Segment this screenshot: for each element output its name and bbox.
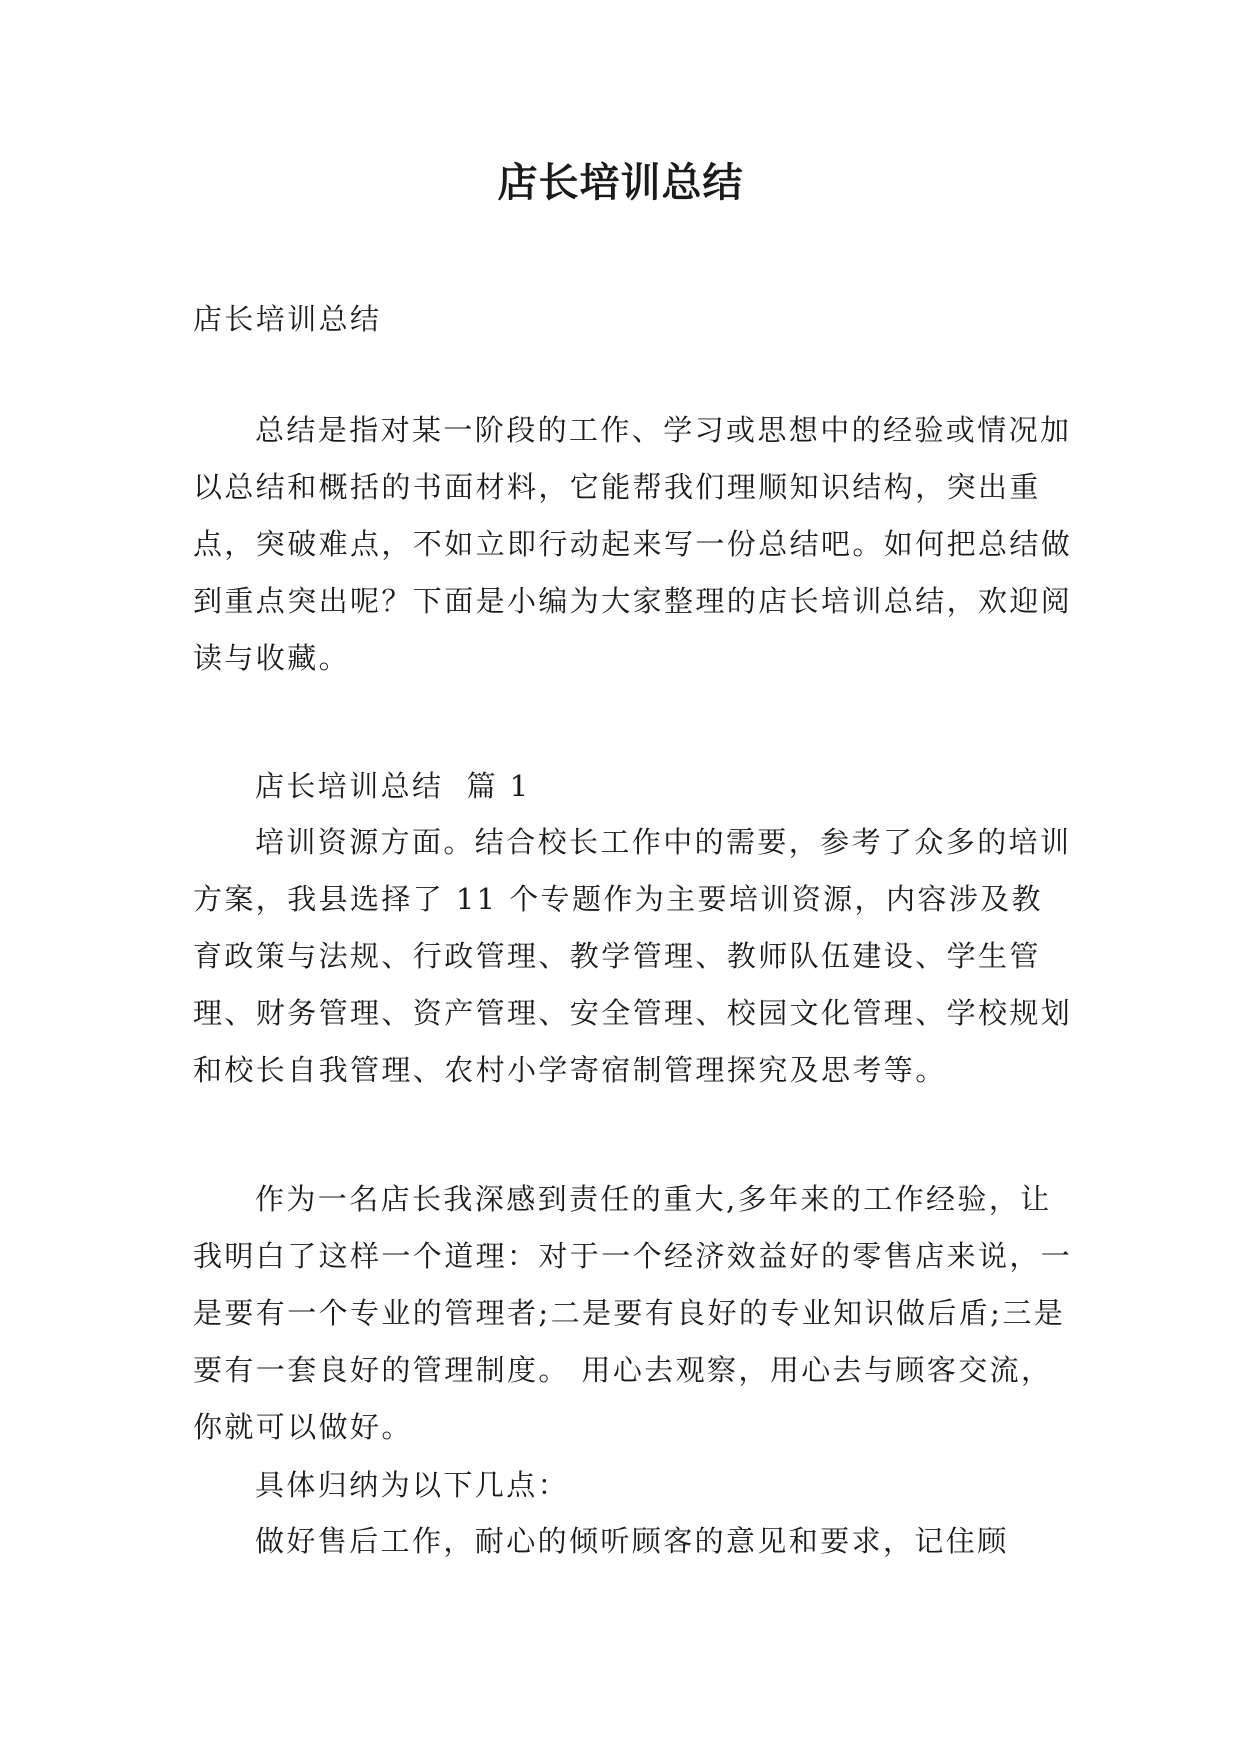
section-heading: 店长培训总结 篇 1: [255, 769, 531, 803]
body-paragraph: 具体归纳为以下几点：: [255, 1468, 570, 1502]
body-paragraph: 培训资源方面。结合校长工作中的需要，参考了众多的培训方案，我县选择了 11 个专题作为主要培训资源，内容涉及教育政策与法规、行政管理、教学管理、教师队伍建设、学生管理、财务管理、资产管理、安全管理、校园文化管理、学校规划和校长自我管理、农村小学寄宿制管理探究及思考等。: [193, 825, 1073, 1087]
body-paragraph: 作为一名店长我深感到责任的重大,多年来的工作经验，让我明白了这样一个道理：对于一个经济效益好的零售店来说，一是要有一个专业的管理者;二是要有良好的专业知识做后盾;三是要有一套良好的管理制度。 用心去观察，用心去与顾客交流，你就可以做好。: [193, 1182, 1073, 1444]
document-subtitle: 店长培训总结: [193, 302, 382, 336]
document-title: 店长培训总结: [497, 160, 744, 206]
intro-paragraph: 总结是指对某一阶段的工作、学习或思想中的经验或情况加以总结和概括的书面材料，它能帮我们理顺知识结构，突出重点，突破难点，不如立即行动起来写一份总结吧。如何把总结做到重点突出呢？下面是小编为大家整理的店长培训总结，欢迎阅读与收藏。: [193, 413, 1073, 675]
body-paragraph: 做好售后工作，耐心的倾听顾客的意见和要求，记住顾: [255, 1524, 1009, 1558]
